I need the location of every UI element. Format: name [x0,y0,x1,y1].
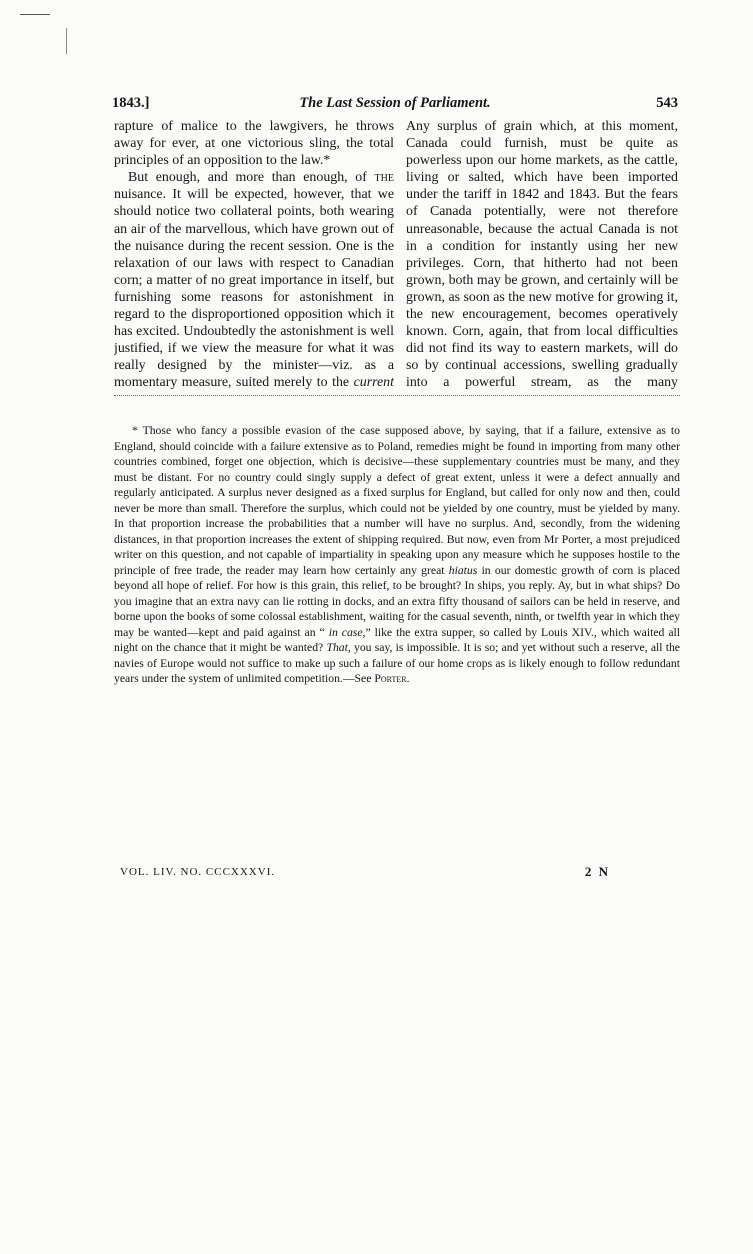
page-footer [120,866,610,882]
footnote-rule [114,395,680,396]
left-p2-italic: current [353,375,394,390]
footnote-text-a: * Those who fancy a possible evasion of the case supposed above, by saying, that if a failure, extensive as to England, should coincide with a failure extensive as to Poland, remedies might be found in importing from many other countries combined, forget one objection, which is decisive—these supplementary countries must be many, and they must be distant. For no country could singly supply a defect of great extent, unless it were a defect annually and regularly anticipated. A surplus never designed as a fixed surplus for England, but called for only now and then, could never be more than small. Therefore the surplus, which could not be yielded by one country, must be yielded by many. In that proportion increase the probabilities that a number will have no surplus. And, secondly, from the widening distances, in that proportion increases the extent of shipping required. But now, even from Mr Porter, a most prejudiced writer on this question, and not capable of impartiality in speaking upon any measure which he supposes hostile to the principle of free trade, the reader may learn how certainly any great [114,424,680,577]
footnote-text-d: you say, is impossible. It is so; and yet without such a reserve, all the navies of Europe would not suffice to make up such a failure of our home crops as is likely enough to follow redundant years under the system of unlimited competition.—See [114,641,680,685]
left-paragraph-1 [114,118,394,169]
footnote-paragraph [114,423,680,687]
running-header [112,95,678,115]
footnote-text-c: ” like the extra supper, so called by Louis XIV., which waited all night on the chance that it might be wanted? [114,625,680,654]
volume-signature: VOL. LIV. NO. CCCXXXVI. [120,866,276,878]
left-p1-text: rapture of malice to the lawgivers, he throws away for ever, at one victorious sling, the total principles of an opposition to the law.* [114,119,394,169]
footnote-text-b: in our domestic growth of corn is placed beyond all hope of relief. For how is this grain, this relief, to be brought? In ships, you reply. Ay, but in what ships? Do you imagine that an extra navy can lie rotting in docks, and an extra fifty thousand of sailors can be held in reserve, and borne upon the books of some colossal establishment, waiting for the casual seventh, ninth, or twelfth year in which they may be wanted—kept and paid against an “ [114,563,680,639]
right-paragraph [406,118,678,390]
footnote [114,423,680,848]
footnote-italic-in-case: in case, [328,625,366,639]
footnote-italic-hiatus: hiatus [448,563,478,577]
page-number: 543 [656,95,678,111]
scan-margin-mark [20,14,50,15]
signature-mark: 2 N [584,864,610,879]
footnote-italic-that: That, [326,641,351,654]
footnote-porter: Porter. [374,672,410,685]
right-column [406,118,678,390]
left-paragraph-2 [114,169,394,390]
header-year: 1843.] [112,95,150,111]
right-text-a: Any surplus of grain which, at this moment, Canada could furnish, must be quite as powerless upon our home markets, as the cattle, living or salted, which have been imported under the tariff in 1842 and 1843. But the fears of Canada potentially, were not therefore unreasonable, because the actual Canada is not in a condition for instantly using her new privileges. Corn, that hitherto had not been grown, both may be grown, and certainly will be grown, as soon as the new motive for growing it, the new encouragement, becomes operatively known. Corn, again, that from local difficulties did not find its way to eastern markets, will do so by continual accessions, swelling gradually into a powerful stream, as the many [406,119,678,390]
scan-margin-tick [66,28,67,54]
left-p2-text-a: But enough, and more than enough, of [128,170,375,186]
left-p2-smallcaps: the [374,170,394,186]
left-column [114,118,394,390]
left-p2-text-b: nuisance. It will be expected, however, that we should notice two collateral points, both wearing an air of the marvellous, which have grown out of the nuisance during the recent session. One is the relaxation of our laws with respect to Canadian corn; a matter of no great importance in itself, but furnishing some reasons for astonishment in regard to the disproportioned opposition which it has excited. Undoubtedly the astonishment is well justified, if we view the measure for what it was really designed by the minister—viz. as a momentary measure, suited merely to the [114,187,394,390]
header-title: The Last Session of Parliament. [299,95,491,111]
